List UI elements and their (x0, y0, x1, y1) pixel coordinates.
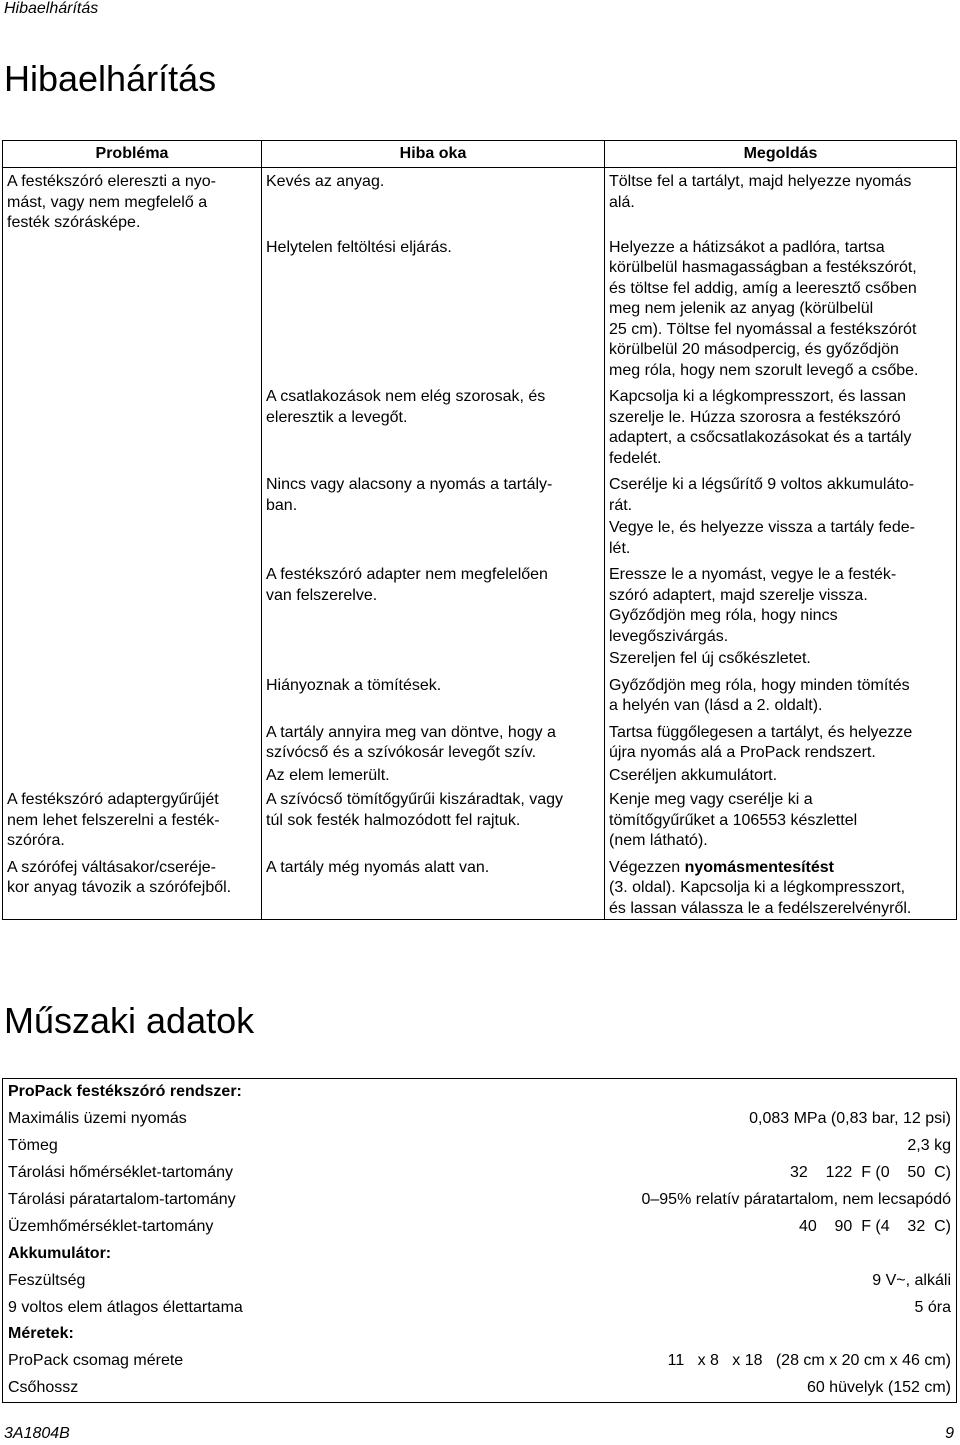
cause-cell (262, 670, 605, 717)
solution-cell-text: Kenje meg vagy cserélje ki a tömítőgyűrűket a 106553 készlettel (nem látható). (609, 791, 858, 849)
problem-cell (3, 516, 262, 559)
cause-cell (262, 852, 605, 920)
column-header-problem: Probléma (3, 141, 262, 168)
spec-label: 9 voltos elem átlagos élettartama (8, 1298, 243, 1316)
table-row (3, 670, 957, 717)
spec-value (416, 1079, 956, 1106)
table-row (3, 381, 957, 469)
cause-cell-text: A tartály annyira meg van döntve, hogy a szívócső és a szívókosár levegőt szív. (266, 723, 556, 761)
table-row (3, 764, 957, 787)
solution-cell-text: Kapcsolja ki a légkompresszort, és lassan szerelje le. Húzza szorosra a festékszóró adaptert, a csőcsatlakozásokat és a tartály fedelét. (609, 388, 912, 467)
page-title: Hibaelhárítás (4, 58, 217, 99)
spec-row (3, 1375, 957, 1402)
solution-cell (605, 234, 957, 382)
spec-row (3, 1267, 957, 1294)
problem-cell (3, 647, 262, 670)
table-row (3, 717, 957, 764)
column-header-solution: Megoldás (605, 141, 957, 168)
spec-value (416, 1321, 956, 1348)
troubleshooting-table (2, 140, 957, 920)
spec-value: 5 óra (914, 1298, 951, 1316)
solution-cell (605, 670, 957, 717)
spec-value: 11 x 8 x 18 (28 cm x 20 cm x 46 cm) (667, 1352, 951, 1370)
solution-cell-text: Helyezze a hátizsákot a padlóra, tartsa körülbelül hasmagasságban a festékszórót, és töltse fel addig, amíg a leeresztő csőben meg nem jelenik az anyag (körülbelül 25 cm). Töltse fel nyomással a festékszórót körülbelül 20 másodpercig, és győződjön meg róla, hogy nem szorult levegő a csőbe. (609, 238, 919, 379)
cause-cell (262, 559, 605, 647)
solution-cell-text: Cserélje ki a légsűrítő 9 voltos akkumuláto- rát. (609, 476, 915, 514)
solution-cell-text: Eressze le a nyomást, vegye le a festék- szóró adaptert, majd szerelje vissza. Győződjön meg róla, hogy nincs levegőszivárgás. (609, 566, 897, 645)
cause-cell-text: A tartály még nyomás alatt van. (266, 858, 490, 876)
spec-value: 2,3 kg (907, 1137, 951, 1155)
table-row (3, 786, 957, 852)
spec-value: 32 122 F (0 50 C) (790, 1164, 951, 1182)
problem-cell-text: A szórófej váltásakor/cseréje- kor anyag távozik a szórófejből. (7, 858, 232, 896)
table-row (3, 516, 957, 559)
cause-cell (262, 469, 605, 516)
spec-section-row (3, 1321, 957, 1348)
specs-table (2, 1078, 957, 1403)
specs-title: Műszaki adatok (4, 1000, 255, 1041)
problem-cell (3, 469, 262, 516)
document-number: 3A1804B (4, 1425, 70, 1442)
problem-cell-text: A festékszóró elereszti a nyo- mást, vagy nem megfelelő a festék szórásképe. (7, 173, 216, 231)
spec-label: Tömeg (8, 1137, 58, 1155)
spec-value: 60 hüvelyk (152 cm) (806, 1379, 951, 1397)
cause-cell (262, 234, 605, 382)
problem-cell-text: A festékszóró adaptergyűrűjét nem lehet felszerelni a festék- szóróra. (7, 791, 220, 849)
spec-value: 40 90 F (4 32 C) (798, 1217, 951, 1235)
table-row (3, 234, 957, 382)
problem-cell (3, 764, 262, 787)
solution-cell (605, 516, 957, 559)
cause-cell-text: Kevés az anyag. (266, 173, 385, 190)
spec-label: Maximális üzemi nyomás (8, 1110, 187, 1128)
solution-cell-text: Győződjön meg róla, hogy minden tömítés a helyén van (lásd a 2. oldalt). (609, 676, 910, 714)
solution-cell (605, 786, 957, 852)
cause-cell (262, 381, 605, 469)
cause-cell-text: A csatlakozások nem elég szorosak, és eleresztik a levegőt. (266, 388, 546, 426)
solution-cell (605, 469, 957, 516)
cause-cell (262, 764, 605, 787)
solution-cell-text: Cseréljen akkumulátort. (609, 766, 778, 784)
problem-cell (3, 670, 262, 717)
cause-cell-text: Nincs vagy alacsony a nyomás a tartály- ban. (266, 476, 553, 514)
problem-cell (3, 234, 262, 382)
problem-cell (3, 168, 262, 234)
spec-section-label: Méretek: (8, 1325, 74, 1343)
cause-cell-text: Helytelen feltöltési eljárás. (266, 238, 452, 256)
solution-text-part: (3. oldal). Kapcsolja ki a légkompresszort, és lassan válassza le a fedélszerelvényről. (609, 879, 912, 917)
spec-section-row (3, 1079, 957, 1106)
table-row (3, 559, 957, 647)
cause-cell-text: Az elem lemerült. (266, 766, 390, 784)
spec-label: Tárolási hőmérséklet-tartomány (8, 1164, 233, 1182)
table-header-row (3, 141, 957, 168)
problem-cell (3, 717, 262, 764)
spec-row (3, 1348, 957, 1375)
cause-cell (262, 786, 605, 852)
cause-cell-text: Hiányoznak a tömítések. (266, 676, 442, 694)
solution-text-part: nyomásmentesítést (684, 858, 834, 876)
solution-cell (605, 381, 957, 469)
solution-cell (605, 764, 957, 787)
table-row (3, 168, 957, 234)
table-row (3, 647, 957, 670)
spec-section-label: ProPack festékszóró rendszer: (8, 1083, 242, 1101)
cause-cell (262, 717, 605, 764)
spec-value (416, 1240, 956, 1267)
cause-cell (262, 168, 605, 234)
solution-cell-text: Szereljen fel új csőkészletet. (609, 650, 811, 667)
solution-cell (605, 717, 957, 764)
solution-cell (605, 559, 957, 647)
spec-section-label: Akkumulátor: (8, 1244, 112, 1262)
solution-cell (605, 168, 957, 234)
solution-cell (605, 647, 957, 670)
spec-row (3, 1294, 957, 1321)
spec-label: Tárolási páratartalom-tartomány (8, 1191, 236, 1208)
problem-cell (3, 852, 262, 920)
solution-cell-text: Vegye le, és helyezze vissza a tartály fede- lét. (609, 519, 915, 557)
spec-row (3, 1187, 957, 1214)
spec-label: Feszültség (8, 1271, 86, 1289)
spec-row (3, 1160, 957, 1187)
page-number: 9 (945, 1425, 954, 1442)
specs-body (3, 1079, 957, 1403)
running-header: Hibaelhárítás (4, 0, 99, 17)
spec-row (3, 1133, 957, 1160)
spec-value: 0–95% relatív páratartalom, nem lecsapódó (641, 1191, 951, 1208)
spec-label: Üzemhőmérséklet-tartomány (8, 1217, 214, 1235)
table-row (3, 469, 957, 516)
problem-cell (3, 381, 262, 469)
spec-label: Csőhossz (8, 1379, 79, 1397)
column-header-cause: Hiba oka (262, 141, 605, 168)
spec-value: 0,083 MPa (0,83 bar, 12 psi) (749, 1110, 951, 1128)
spec-row (3, 1106, 957, 1133)
cause-cell (262, 516, 605, 559)
troubleshooting-body (3, 168, 957, 920)
solution-cell-text: Töltse fel a tartályt, majd helyezze nyomás alá. (609, 173, 912, 211)
table-row (3, 852, 957, 920)
cause-cell-text: A festékszóró adapter nem megfelelően van felszerelve. (266, 566, 548, 604)
spec-section-row (3, 1240, 957, 1267)
cause-cell (262, 647, 605, 670)
solution-text-part: Végezzen (609, 858, 685, 876)
problem-cell (3, 559, 262, 647)
problem-cell (3, 786, 262, 852)
solution-cell (605, 852, 957, 920)
spec-row (3, 1213, 957, 1240)
solution-cell-text: Tartsa függőlegesen a tartályt, és helyezze újra nyomás alá a ProPack rendszert. (609, 723, 913, 761)
spec-value: 9 V~, alkáli (872, 1271, 951, 1289)
spec-label: ProPack csomag mérete (8, 1352, 184, 1370)
cause-cell-text: A szívócső tömítőgyűrűi kiszáradtak, vagy túl sok festék halmozódott fel rajtuk. (266, 791, 564, 829)
